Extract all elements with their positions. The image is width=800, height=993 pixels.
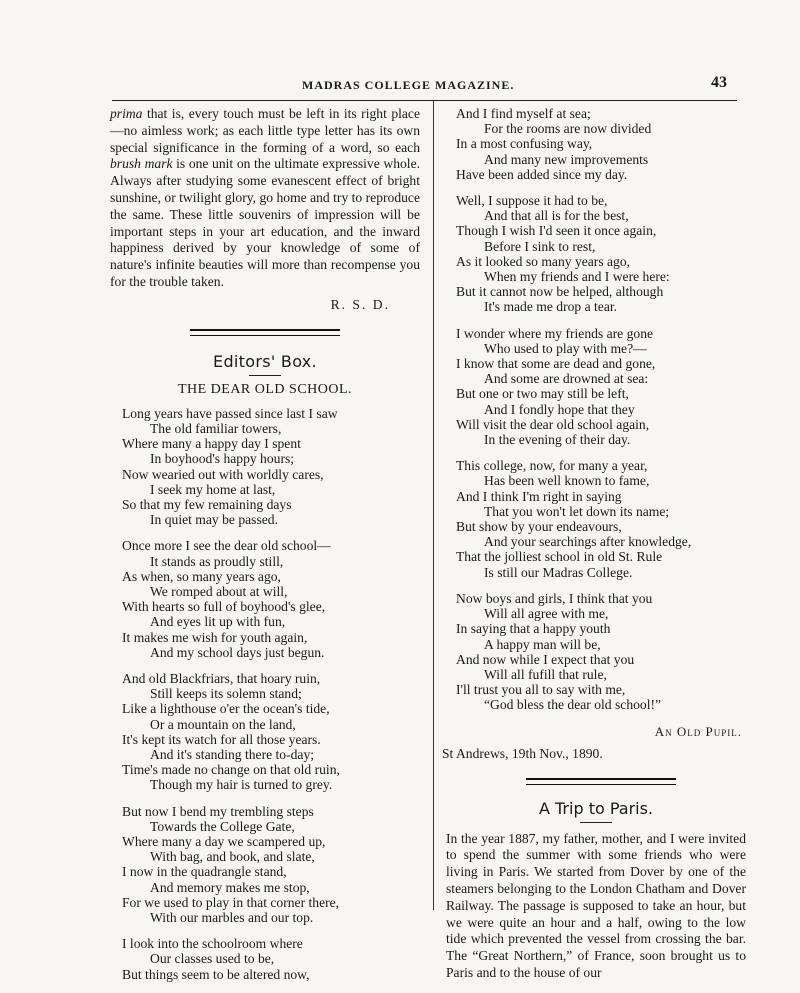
poem-line: In quiet may be passed. (150, 512, 278, 528)
poem-line: It's made me drop a tear. (484, 299, 618, 315)
poem-line: Has been well known to fame, (484, 473, 650, 489)
poem-line: So that my few remaining days (122, 496, 292, 512)
poem-line: Though I wish I'd seen it once again, (456, 223, 657, 239)
poem-line: And memory makes me stop, (150, 879, 310, 895)
poem-attribution: An Old Pupil. (654, 723, 742, 739)
poem-title: THE DEAR OLD SCHOOL. (177, 381, 353, 397)
poem-stanza (110, 406, 420, 528)
poem-line: I know that some are dead and gone, (456, 356, 656, 372)
poem-line: And now while I expect that you (456, 651, 635, 667)
poem-line: And eyes lit up with fun, (150, 614, 286, 630)
poem-line: In the evening of their day. (484, 432, 631, 448)
article-text: In the year 1887, my father, mother, and I were invited to spend the summer with some friends who were living in Paris. We started from Dover by one of the steamers belonging to the London Chatham and Dover Railway. The passage is supposed to take an hour, but we were quite an hour and a half, owing to the low tide which prevented the vessel from crossing the bar. The “Great Northern,” of France, soon brought us to Paris and to the house of our (446, 830, 746, 980)
poem-line: In a most confusing way, (456, 136, 593, 152)
poem-stanza (110, 671, 420, 793)
poem-line: With bag, and book, and slate, (150, 849, 315, 865)
poem-line: It stands as proudly still, (150, 553, 284, 569)
poem-line: And I fondly hope that they (484, 401, 635, 417)
left-column (110, 106, 420, 993)
poem-line: Still keeps its solemn stand; (150, 686, 302, 702)
title-underline (249, 375, 281, 376)
essay-signature: R. S. D. (330, 296, 390, 312)
poem-line: Time's made no change on that old ruin, (122, 762, 340, 778)
column-divider (433, 100, 434, 910)
poem-line: As when, so many years ago, (122, 568, 281, 584)
poem-line: Now wearied out with worldly cares, (122, 466, 324, 482)
poem-line: With our marbles and our top. (150, 910, 314, 926)
poem-line: Now boys and girls, I think that you (456, 590, 653, 606)
poem-line: We romped about at will, (150, 584, 288, 599)
poem-left-part (110, 406, 420, 982)
poem-line: This college, now, for many a year, (456, 458, 648, 474)
section-divider (190, 329, 340, 336)
poem-line: In boyhood's happy hours; (150, 451, 295, 467)
section-divider-right (526, 778, 676, 785)
essay-text-2: is one unit on the ultimate expressive whole. Always after studying some evanescent effect of bright sunshine, or twilight glory, go home and try to reproduce the same. These little souvenirs of impression will be important steps in your art education, and the inward happiness derived by your knowledge of some of nature's infinite beauties will more than recompense you for the trouble taken. (110, 156, 420, 289)
poem-line: It makes me wish for youth again, (122, 629, 308, 645)
poem-stanza (110, 804, 420, 926)
poem-stanza (446, 326, 746, 448)
poem-line: And I find myself at sea; (456, 106, 591, 121)
poem-stanza (446, 193, 746, 315)
poem-line: The old familiar towers, (150, 420, 282, 436)
poem-line: “God bless the dear old school!” (484, 697, 662, 713)
poem-line: I seek my home at last, (150, 481, 276, 497)
poem-line: For we used to play in that corner there, (122, 894, 340, 910)
poem-line: As it looked so many years ago, (456, 253, 631, 269)
poem-line: That the jolliest school in old St. Rule (456, 549, 663, 565)
poem-line: Will all agree with me, (484, 606, 609, 622)
poem-line: It's kept its watch for all those years. (122, 731, 321, 747)
running-header (112, 74, 737, 101)
poem-line: Well, I suppose it had to be, (456, 193, 608, 209)
poem-line: With hearts so full of boyhood's glee, (122, 599, 326, 615)
poem-line: Before I sink to rest, (484, 238, 596, 254)
title-underline-right (580, 822, 612, 823)
poem-line: I now in the quadrangle stand, (122, 864, 287, 880)
essay-text-1: that is, every touch must be left in its right place—no aimless work; as each little type letter has its own special significance in the forming of a word, so each (110, 106, 420, 155)
poem-line: Will all fufill that rule, (484, 666, 607, 682)
poem-stanza (446, 106, 746, 182)
poem-line: For the rooms are now divided (484, 121, 652, 137)
poem-line: Long years have passed since last I saw (122, 405, 338, 421)
poem-line: I'll trust you all to say with me, (456, 682, 626, 698)
poem-dateline: St Andrews, 19th Nov., 1890. (442, 745, 603, 761)
poem-line: And some are drowned at sea: (484, 371, 649, 387)
poem-line: And your searchings after knowledge, (484, 534, 692, 550)
poem-line: In saying that a happy youth (456, 621, 611, 637)
poem-line: Though my hair is turned to grey. (150, 777, 333, 793)
poem-line: But show by your endeavours, (456, 519, 622, 535)
poem-line: And it's standing there to-day; (150, 747, 315, 763)
poem-line: That you won't let down its name; (484, 503, 670, 519)
poem-line: But things seem to be altered now, (122, 966, 310, 982)
poem-line: And I think I'm right in saying (456, 488, 622, 504)
poem-line: Where many a happy day I spent (122, 436, 301, 452)
poem-line: And my school days just begun. (150, 644, 325, 660)
poem-line: But now I bend my trembling steps (122, 803, 314, 819)
poem-line: Who used to play with me?— (484, 340, 647, 356)
poem-line: Like a lighthouse o'er the ocean's tide, (122, 701, 330, 717)
poem-line: And that all is for the best, (484, 208, 629, 224)
poem-line: When my friends and I were here: (484, 269, 670, 285)
poem-line: Our classes used to be, (150, 951, 275, 967)
poem-line: Once more I see the dear old school— (122, 538, 331, 554)
poem-line: I wonder where my friends are gone (456, 325, 654, 341)
poem-line: Is still our Madras College. (484, 564, 633, 580)
page-number: 43 (711, 74, 727, 91)
poem-line: Have been added since my day. (456, 166, 628, 182)
editors-box-title: Editors' Box. (213, 351, 317, 371)
italic-phrase: brush mark (110, 156, 173, 172)
poem-line: I look into the schoolroom where (122, 936, 303, 952)
italic-word: prima (110, 106, 143, 121)
art-essay-ending (110, 106, 420, 291)
poem-stanza (446, 591, 746, 713)
right-column (442, 106, 746, 982)
poem-stanza (110, 538, 420, 660)
poem-line: Where many a day we scampered up, (122, 834, 326, 850)
magazine-title: MADRAS COLLEGE MAGAZINE. (302, 78, 515, 92)
poem-line: Towards the College Gate, (150, 818, 295, 834)
poem-line: A happy man will be, (484, 636, 601, 652)
poem-line: But it cannot now be helped, although (456, 284, 664, 300)
poem-line: Or a mountain on the land, (150, 716, 296, 732)
poem-line: And many new improvements (484, 151, 649, 167)
poem-stanza (446, 458, 746, 580)
poem-stanza (110, 936, 420, 982)
trip-to-paris-title: A Trip to Paris. (538, 798, 654, 818)
poem-right-part (446, 106, 746, 713)
poem-line: And old Blackfriars, that hoary ruin, (122, 671, 321, 687)
poem-line: Will visit the dear old school again, (456, 416, 650, 432)
poem-line: But one or two may still be left, (456, 386, 629, 402)
